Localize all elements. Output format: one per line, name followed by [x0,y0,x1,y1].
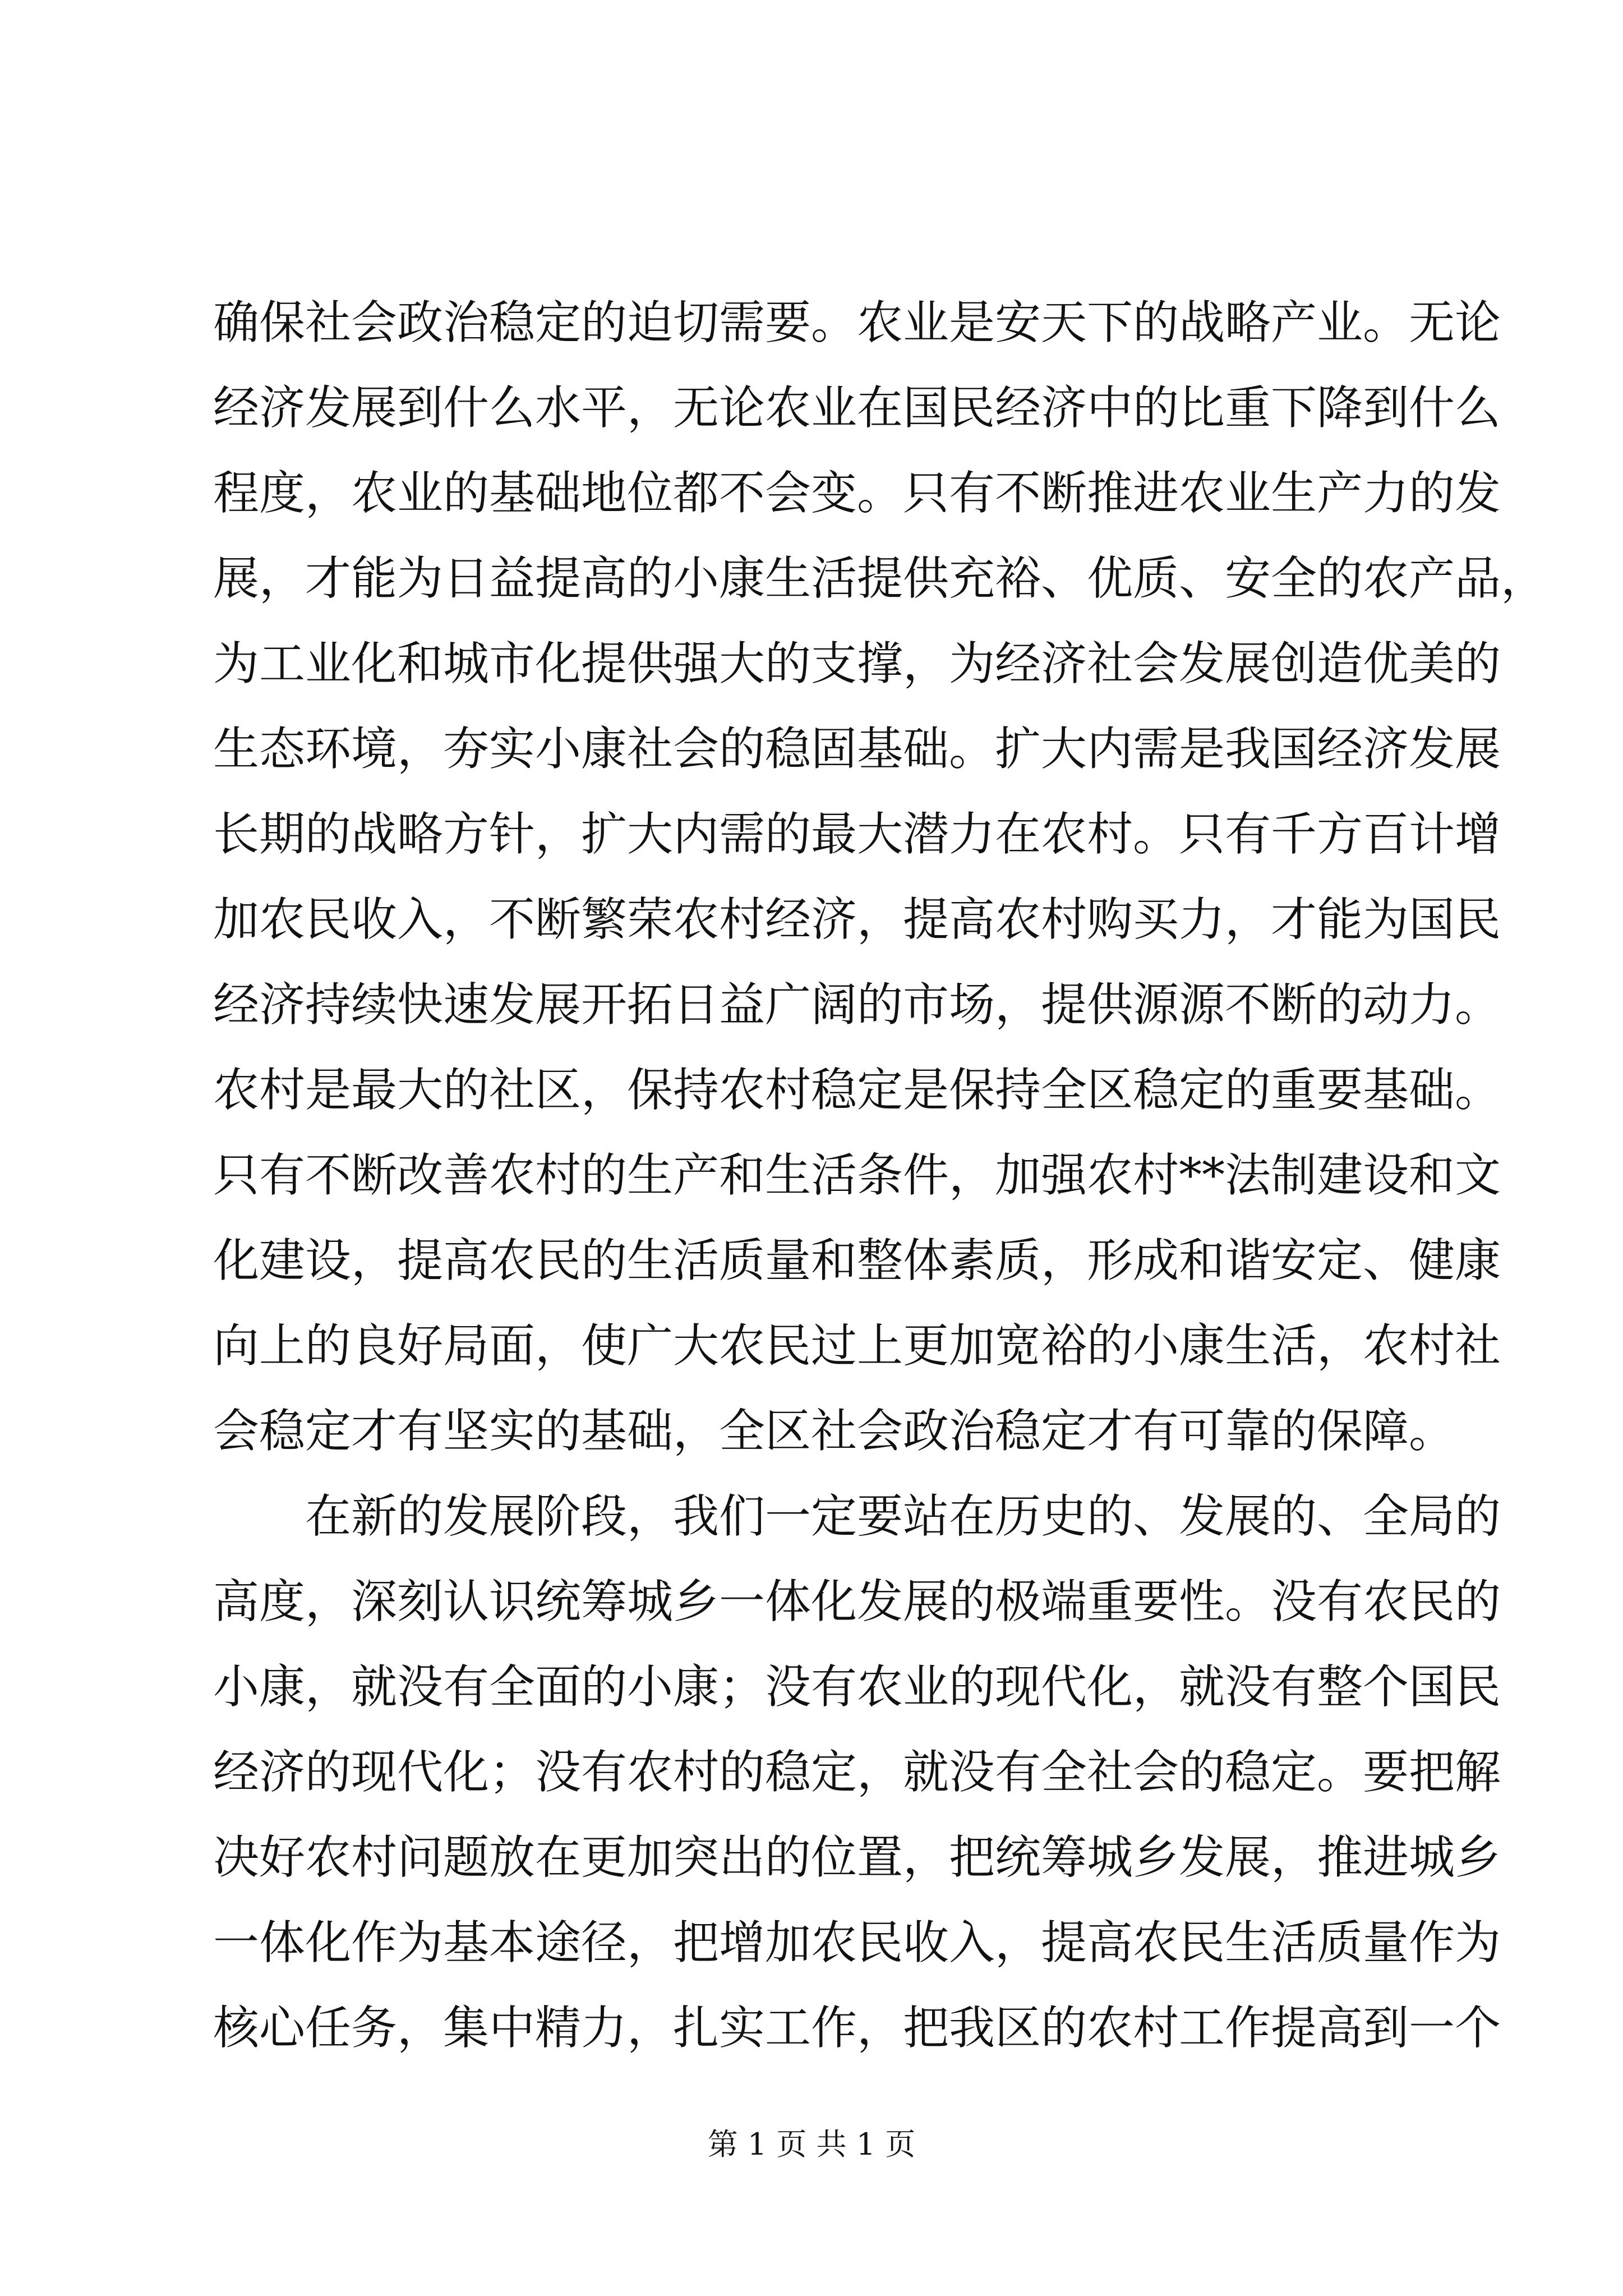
text-line: 经济的现代化；没有农村的稳定，就没有全社会的稳定。要把解 [213,1746,1501,1799]
text-line: 决好农村问题放在更加突出的位置，把统筹城乡发展，推进城乡 [213,1831,1501,1884]
text-line: 加农民收入，不断繁荣农村经济，提高农村购买力，才能为国民 [213,893,1501,946]
text-line: 化建设，提高农民的生活质量和整体素质，形成和谐安定、健康 [213,1234,1501,1287]
text-line: 在新的发展阶段，我们一定要站在历史的、发展的、全局的 [305,1490,1501,1543]
text-line: 展，才能为日益提高的小康生活提供充裕、优质、安全的农产品， [213,552,1547,605]
text-line: 向上的良好局面，使广大农民过上更加宽裕的小康生活，农村社 [213,1319,1501,1373]
text-line: 会稳定才有坚实的基础，全区社会政治稳定才有可靠的保障。 [213,1405,1455,1458]
text-line: 确保社会政治稳定的迫切需要。农业是安天下的战略产业。无论 [213,296,1501,349]
text-line: 长期的战略方针，扩大内需的最大潜力在农村。只有千方百计增 [213,808,1501,861]
text-line: 农村是最大的社区，保持农村稳定是保持全区稳定的重要基础。 [213,1064,1501,1117]
paragraph-1 [213,280,1547,1474]
text-line: 小康，就没有全面的小康；没有农业的现代化，就没有整个国民 [213,1660,1501,1714]
text-line: 一体化作为基本途径，把增加农民收入，提高农民生活质量作为 [213,1916,1501,1970]
text-line: 程度，农业的基础地位都不会变。只有不断推进农业生产力的发 [213,467,1501,520]
text-line: 经济持续快速发展开拓日益广阔的市场，提供源源不断的动力。 [213,978,1501,1032]
text-line: 核心任务，集中精力，扎实工作，把我区的农村工作提高到一个 [213,2001,1501,2055]
text-line: 为工业化和城市化提供强大的支撑，为经济社会发展创造优美的 [213,637,1501,691]
text-line: 经济发展到什么水平，无论农业在国民经济中的比重下降到什么 [213,381,1501,435]
text-line: 只有不断改善农村的生产和生活条件，加强农村**法制建设和文 [213,1149,1501,1202]
text-line: 生态环境，夯实小康社会的稳固基础。扩大内需是我国经济发展 [213,723,1501,776]
page-footer: 第 1 页 共 1 页 [707,2127,916,2162]
paragraph-2 [213,1474,1501,2071]
document-body [213,280,1547,2071]
text-line: 高度，深刻认识统筹城乡一体化发展的极端重要性。没有农民的 [213,1575,1501,1628]
